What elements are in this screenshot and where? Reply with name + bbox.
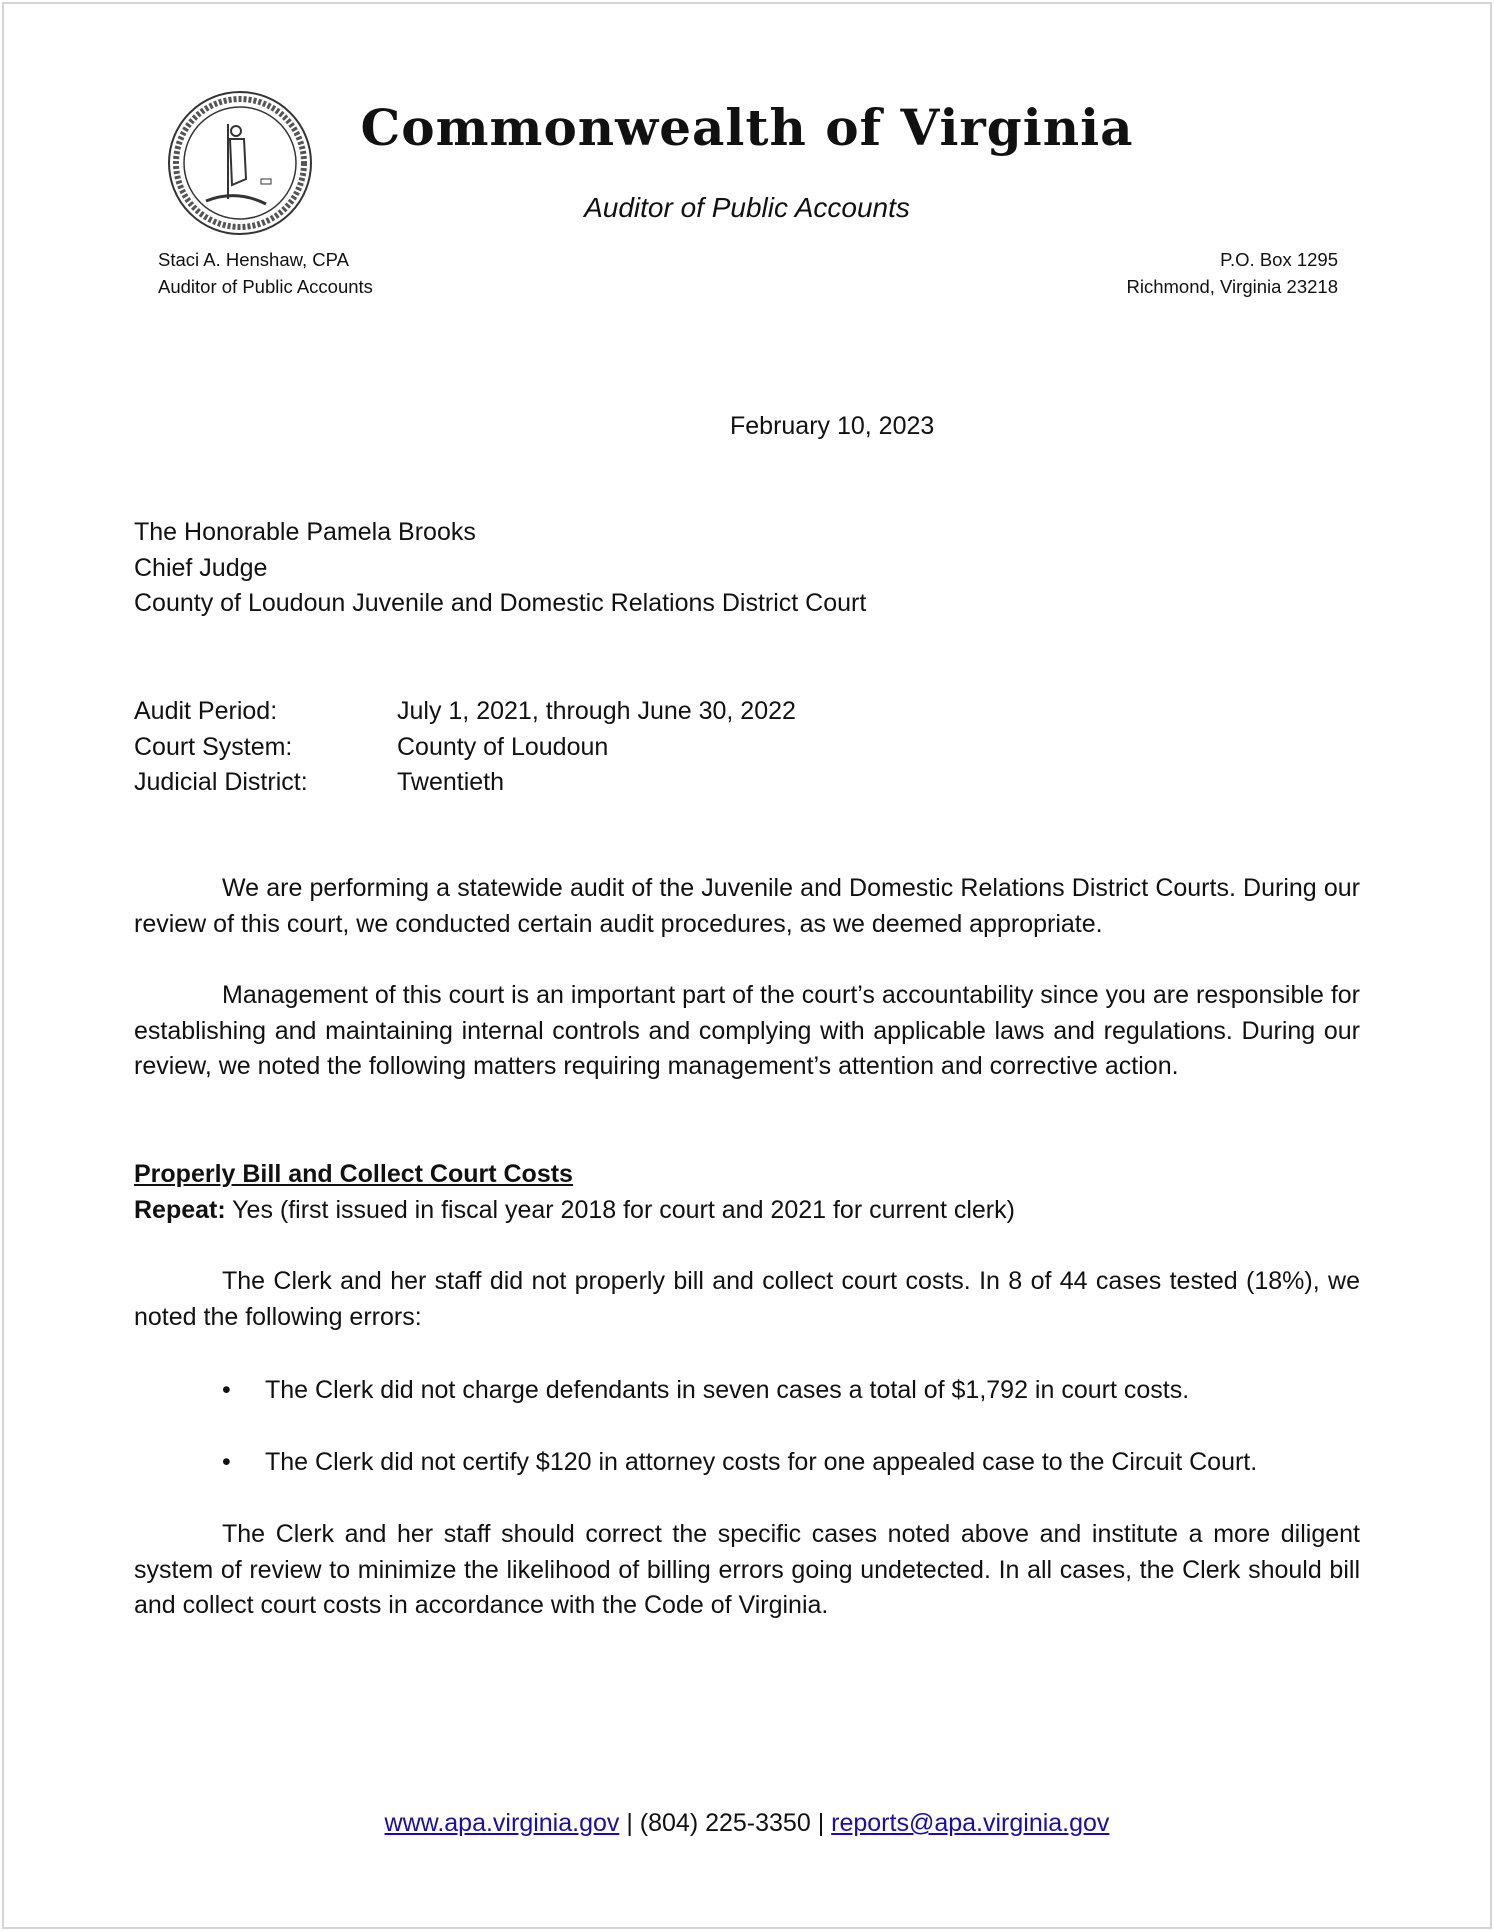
finding-heading: Properly Bill and Collect Court Costs: [134, 1160, 573, 1188]
paragraph-text: The Clerk and her staff did not properly bill and collect court costs. In 8 of 44 cases tested (18%), we noted the following errors:: [134, 1267, 1360, 1331]
repeat-line: [134, 1193, 1015, 1229]
audit-details: [134, 694, 796, 801]
court-system-row: [134, 730, 796, 766]
audit-period-row: [134, 694, 796, 730]
paragraph-text: We are performing a statewide audit of the Juvenile and Domestic Relations District Courts. During our review of this court, we conducted certain audit procedures, as we deemed appropriate.: [134, 874, 1360, 938]
label: Judicial District:: [134, 768, 308, 797]
addressee-name: The Honorable Pamela Brooks: [134, 518, 476, 546]
repeat-text: Yes (first issued in fiscal year 2018 for court and 2021 for current clerk): [225, 1196, 1015, 1224]
repeat-label: Repeat:: [134, 1196, 226, 1224]
bullet-text: The Clerk did not charge defendants in seven cases a total of $1,792 in court costs.: [265, 1376, 1190, 1404]
paragraph-text: Management of this court is an important part of the court’s accountability since you are responsible for establishing and maintaining internal controls and complying with applicable laws and regulations. During our review, we noted the following matters requiring management’s attention and corrective action.: [134, 981, 1360, 1081]
address-line-1: P.O. Box 1295: [1220, 249, 1338, 270]
email-link[interactable]: reports@apa.virginia.gov: [831, 1809, 1110, 1837]
addressee-court: County of Loudoun Juvenile and Domestic Relations District Court: [134, 589, 867, 618]
address-line-2: Richmond, Virginia 23218: [1126, 276, 1338, 297]
paragraph-management: [134, 978, 1360, 1085]
bullet-icon: •: [222, 1376, 231, 1404]
judicial-district-row: [134, 765, 796, 801]
bullet-item: [222, 1373, 1362, 1409]
separator: |: [619, 1809, 640, 1837]
paragraph-recommendation: [134, 1517, 1360, 1624]
office-address: [1126, 246, 1338, 300]
footer: [0, 1806, 1494, 1842]
letterhead-title: Commonwealth of Virginia: [360, 98, 1134, 157]
phone-number: (804) 225-3350: [639, 1809, 811, 1837]
addressee-block: [134, 515, 866, 622]
label: Audit Period:: [134, 697, 278, 725]
paragraph-intro: [134, 871, 1360, 942]
sender-name: Staci A. Henshaw, CPA: [158, 249, 349, 270]
value: July 1, 2021, through June 30, 2022: [397, 697, 796, 725]
bullet-item: [222, 1445, 1362, 1481]
addressee-title: Chief Judge: [134, 553, 268, 582]
website-link[interactable]: www.apa.virginia.gov: [384, 1809, 620, 1837]
value: County of Loudoun: [397, 732, 609, 761]
bullet-text: The Clerk did not certify $120 in attorney costs for one appealed case to the Circuit Court.: [265, 1448, 1258, 1476]
bullet-icon: •: [222, 1448, 231, 1476]
letter-date: February 10, 2023: [730, 412, 935, 440]
label: Court System:: [134, 732, 293, 761]
letterhead-subtitle: Auditor of Public Accounts: [584, 192, 910, 223]
sender-block: [158, 246, 373, 300]
paragraph-text: The Clerk and her staff should correct the specific cases noted above and institute a more diligent system of review to minimize the likelihood of billing errors going undetected. In all cases, the Clerk should bill and collect court costs in accordance with the Code of Virginia.: [134, 1520, 1360, 1620]
separator: |: [810, 1809, 832, 1837]
sender-title: Auditor of Public Accounts: [158, 276, 373, 297]
paragraph-finding: [134, 1264, 1360, 1335]
value: Twentieth: [397, 768, 505, 797]
